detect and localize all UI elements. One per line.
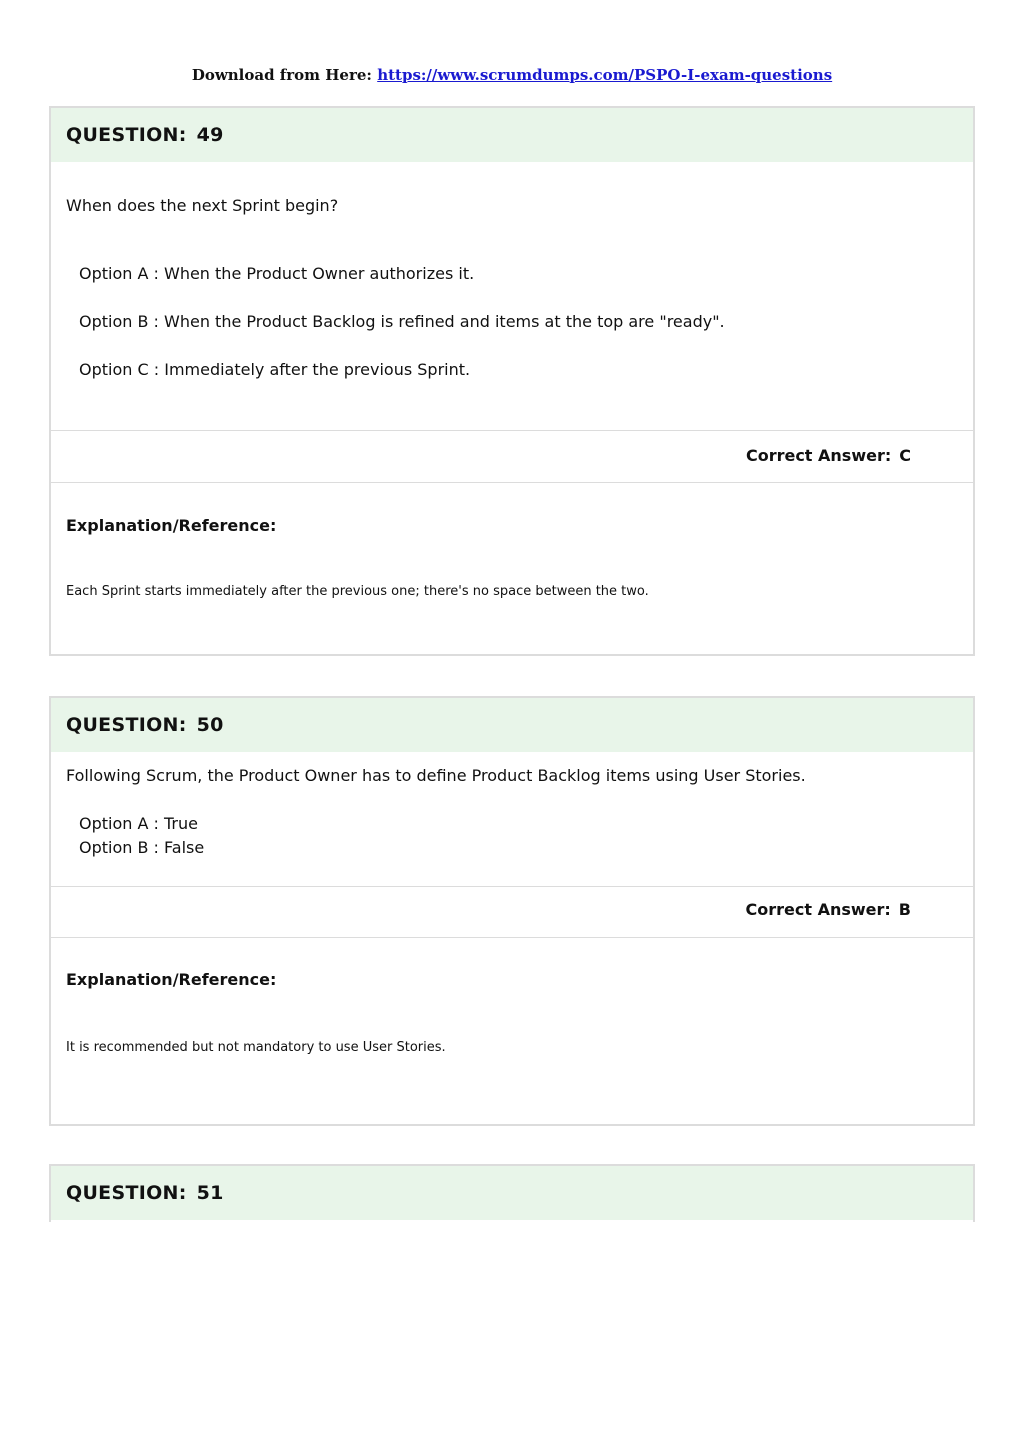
option-b: Option B : When the Product Backlog is refined and items at the top are "ready". <box>79 312 725 331</box>
divider <box>51 937 973 938</box>
divider <box>51 482 973 483</box>
answer-value: B <box>898 900 911 919</box>
explanation-text: It is recommended but not mandatory to use User Stories. <box>66 1040 446 1055</box>
question-number: 51 <box>196 1182 224 1204</box>
divider <box>51 886 973 887</box>
question-card-50 <box>49 696 975 1126</box>
explanation-heading: Explanation/Reference: <box>66 516 277 535</box>
correct-answer <box>746 900 912 919</box>
correct-answer <box>746 446 911 465</box>
download-line <box>0 66 1024 84</box>
question-card-51 <box>49 1164 975 1222</box>
answer-label: Correct Answer: <box>745 446 892 465</box>
question-number: 49 <box>196 124 224 146</box>
explanation-heading: Explanation/Reference: <box>66 970 277 989</box>
option-c: Option C : Immediately after the previous Sprint. <box>79 360 471 379</box>
download-link[interactable]: https://www.scrumdumps.com/PSPO-I-exam-questions <box>377 66 833 84</box>
question-label: QUESTION: <box>66 714 187 736</box>
question-number: 50 <box>196 714 224 736</box>
divider <box>51 430 973 431</box>
question-label: QUESTION: <box>66 1182 187 1204</box>
question-text: Following Scrum, the Product Owner has to define Product Backlog items using User Stories. <box>66 766 806 785</box>
question-header <box>51 698 973 752</box>
option-b: Option B : False <box>79 838 205 857</box>
explanation-text: Each Sprint starts immediately after the previous one; there's no space between the two. <box>66 584 649 599</box>
question-text: When does the next Sprint begin? <box>66 196 339 215</box>
question-card-49 <box>49 106 975 656</box>
download-prefix: Download from Here: <box>191 66 372 84</box>
question-header <box>51 1166 973 1220</box>
answer-label: Correct Answer: <box>745 900 891 919</box>
question-header <box>51 108 973 162</box>
question-label: QUESTION: <box>66 124 187 146</box>
option-a: Option A : When the Product Owner authorizes it. <box>79 264 475 283</box>
answer-value: C <box>899 446 911 465</box>
option-a: Option A : True <box>79 814 198 833</box>
